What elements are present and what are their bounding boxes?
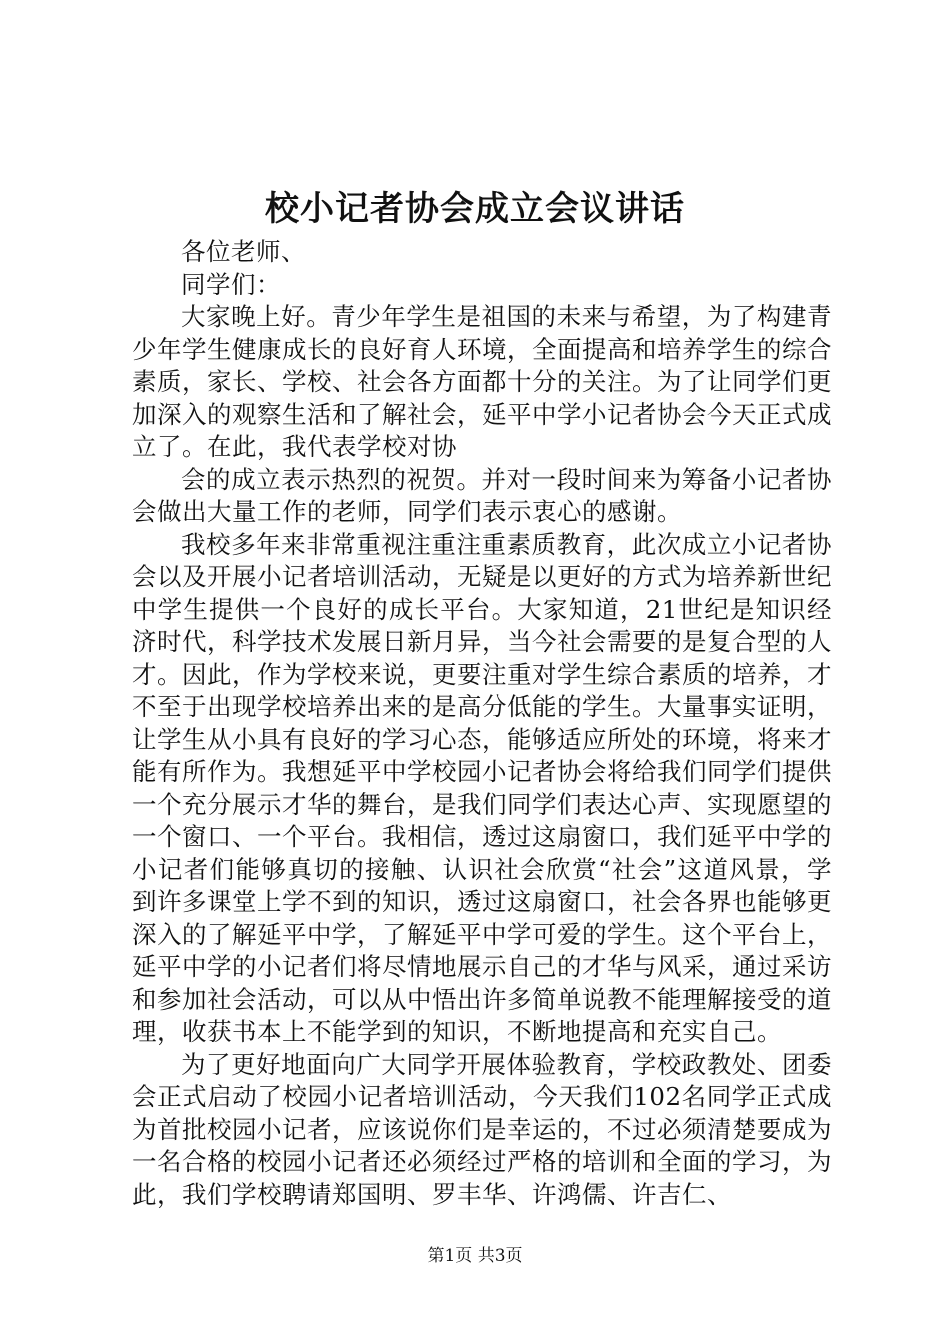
document-body — [132, 236, 832, 1211]
body-paragraph: 大家晚上好。青少年学生是祖国的未来与希望，为了构建青少年学生健康成长的良好育人环境，全面提高和培养学生的综合素质，家长、学校、社会各方面都十分的关注。为了让同学们更加深入的观察生活和了解社会，延平中学小记者协会今天正式成立了。在此，我代表学校对协 — [132, 302, 832, 461]
page-number-footer: 第1页 共3页 — [427, 1246, 523, 1266]
salutation-line: 各位老师、 — [181, 237, 306, 266]
body-paragraph: 为了更好地面向广大同学开展体验教育，学校政教处、团委会正式启动了校园小记者培训活动，今天我们102名同学正式成为首批校园小记者，应该说你们是幸运的，不过必须清楚要成为一名合格的校园小记者还必须经过严格的培训和全面的学习，为此，我们学校聘请郑国明、罗丰华、许鸿儒、许吉仁、 — [132, 1049, 832, 1209]
document-title: 校小记者协会成立会议讲话 — [265, 189, 685, 229]
body-paragraph: 我校多年来非常重视注重注重素质教育，此次成立小记者协会以及开展小记者培训活动，无疑是以更好的方式为培养新世纪中学生提供一个良好的成长平台。大家知道，21世纪是知识经济时代，科学技术发展日新月异，当今社会需要的是复合型的人才。因此，作为学校来说，更要注重对学生综合素质的培养，才不至于出现学校培养出来的是高分低能的学生。大量事实证明，让学生从小具有良好的学习心态，能够适应所处的环境，将来才能有所作为。我想延平中学校园小记者协会将给我们同学们提供一个充分展示才华的舞台，是我们同学们表达心声、实现愿望的一个窗口、一个平台。我相信，透过这扇窗口，我们延平中学的小记者们能够真切的接触、认识社会欣赏“社会”这道风景，学到许多课堂上学不到的知识，透过这扇窗口，社会各界也能够更深入的了解延平中学，了解延平中学可爱的学生。这个平台上，延平中学的小记者们将尽情地展示自己的才华与风采，通过采访和参加社会活动，可以从中悟出许多简单说教不能理解接受的道理，收获书本上不能学到的知识，不断地提高和充实自己。 — [132, 529, 832, 1046]
body-paragraph: 会的成立表示热烈的祝贺。并对一段时间来为筹备小记者协会做出大量工作的老师，同学们表示衷心的感谢。 — [132, 464, 832, 526]
salutation-line: 同学们： — [181, 269, 281, 299]
